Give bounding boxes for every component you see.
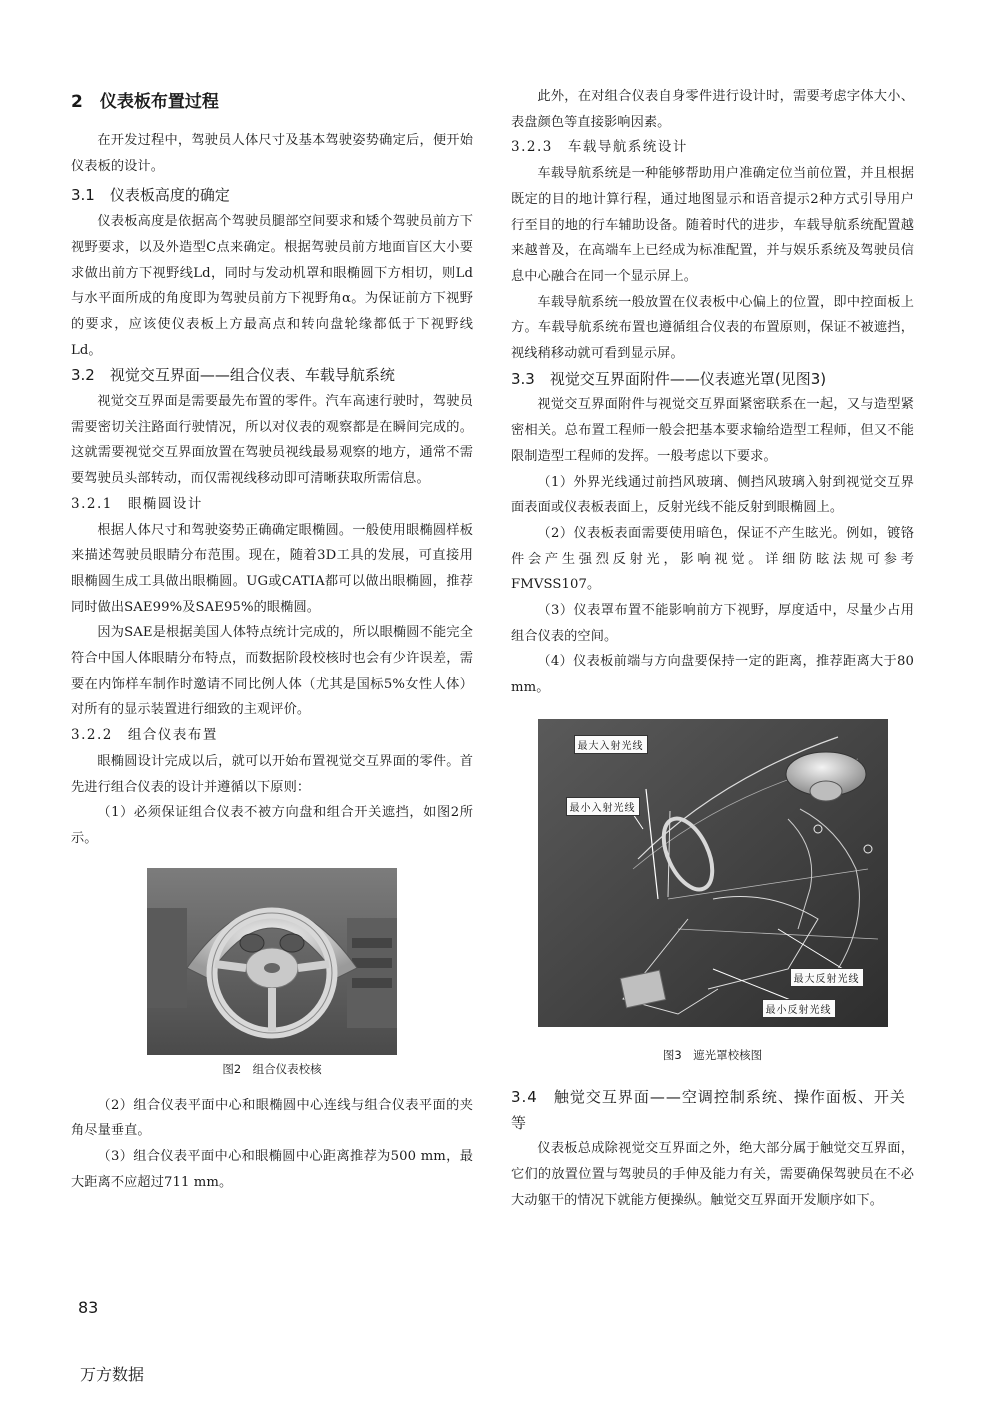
section-heading: 2 仪表板布置过程	[71, 92, 219, 112]
figure-2-image	[147, 868, 397, 1055]
figure-3-image	[538, 719, 888, 1027]
paragraph-3-2-1-a: 根据人体尺寸和驾驶姿势正确确定眼椭圆。一般使用眼椭圆样板来描述驾驶员眼睛分布范围。现在，随着3D工具的发展，可直接用眼椭圆生成工具做出眼椭圆。UG或CATIA都可以做出眼椭圆，推荐同时做出SAE99%及SAE95%的眼椭圆。	[71, 522, 473, 615]
paragraph-3-3-a: 视觉交互界面附件与视觉交互界面紧密联系在一起，又与造型紧密相关。总布置工程师一般会把基本要求输给造型工程师，但又不能限制造型工程师的发挥。一般考虑以下要求。	[511, 397, 914, 464]
heading-3-2-2: 3.2.2 组合仪表布置	[71, 727, 218, 744]
paragraph-3-2-2-d: （3）组合仪表平面中心和眼椭圆中心距离推荐为500 mm，最大距离不应超过711 mm。	[71, 1149, 473, 1190]
heading-3-2: 3.2 视觉交互界面——组合仪表、车载导航系统	[71, 366, 395, 385]
label-max-incident-ray: 最大入射光线	[574, 735, 648, 754]
figure-3-caption: 图3 遮光罩校核图	[662, 1047, 763, 1062]
paragraph-3-2-2-c: （2）组合仪表平面中心和眼椭圆中心连线与组合仪表平面的夹角尽量垂直。	[71, 1097, 473, 1139]
label-max-reflect-ray: 最大反射光线	[790, 968, 864, 987]
paragraph-3-3-c: （2）仪表板表面需要使用暗色，保证不产生眩光。例如，镀铬件会产生强烈反射光，影响视觉。详细防眩法规可参考FMVSS107。	[511, 525, 914, 593]
paragraph-3-3-e: （4）仪表板前端与方向盘要保持一定的距离，推荐距离大于80 mm。	[511, 654, 914, 696]
paragraph-3-2: 视觉交互界面是需要最先布置的零件。汽车高速行驶时，驾驶员需要密切关注路面行驶情况，所以对仪表的观察都是在瞬间完成的。这就需要视觉交互界面放置在驾驶员视线最易观察的地方，通常不需要驾驶员头部转动，而仅需视线移动即可清晰获取所需信息。	[71, 394, 473, 487]
paragraph-3-2-2-a: 眼椭圆设计完成以后，就可以开始布置视觉交互界面的零件。首先进行组合仪表的设计并遵循以下原则：	[71, 753, 473, 795]
paragraph-3-1: 仪表板高度是依据高个驾驶员腿部空间要求和矮个驾驶员前方下视野要求，以及外造型C点来确定。根据驾驶员前方地面盲区大小要求做出前方下视野线Ld，同时与发动机罩和眼椭圆下方相切，则Ld与水平面所成的角度即为驾驶员前方下视野角α。为保证前方下视野的要求，应该使仪表板上方最高点和转向盘轮缘都低于下视野线Ld。	[71, 214, 473, 358]
steering-wheel-cluster-illustration	[147, 868, 397, 1055]
label-min-incident-ray: 最小入射光线	[566, 797, 640, 816]
paragraph-3-2-3-a: 车载导航系统是一种能够帮助用户准确定位当前位置，并且根据既定的目的地计算行程，通过地图显示和语音提示2种方式引导用户行至目的地的行车辅助设备。随着时代的进步，车载导航系统配置越来越普及，在高端车上已经成为标准配置，并与娱乐系统及驾驶员信息中心融合在同一个显示屏上。	[511, 166, 914, 284]
watermark: 万方数据	[80, 1365, 145, 1384]
right-column	[511, 84, 914, 1213]
heading-3-2-1: 3.2.1 眼椭圆设计	[71, 495, 203, 512]
page-number: 83	[78, 1298, 99, 1317]
paragraph-3-2-1-b: 因为SAE是根据美国人体特点统计完成的，所以眼椭圆不能完全符合中国人体眼睛分布特点，而数据阶段校核时也会有少许误差，需要在内饰样车制作时邀请不同比例人体（尤其是国标5%女性人体）对所有的显示装置进行细致的主观评价。	[71, 625, 473, 718]
figure-2-caption: 图2 组合仪表校核	[222, 1061, 322, 1076]
paragraph-3-2-3-b: 车载导航系统一般放置在仪表板中心偏上的位置，即中控面板上方。车载导航系统布置也遵循组合仪表的布置原则，保证不被遮挡，视线稍移动就可看到显示屏。	[511, 294, 914, 362]
left-column	[71, 84, 473, 1196]
heading-3-2-3: 3.2.3 车载导航系统设计	[511, 139, 688, 156]
heading-3-3: 3.3 视觉交互界面附件——仪表遮光罩(见图3)	[511, 369, 827, 388]
paragraph-3-2-2-b: （1）必须保证组合仪表不被方向盘和组合开关遮挡，如图2所示。	[71, 805, 473, 846]
paragraph-3-3-d: （3）仪表罩布置不能影响前方下视野，厚度适中，尽量少占用组合仪表的空间。	[511, 603, 914, 644]
paragraph-3-4: 仪表板总成除视觉交互界面之外，绝大部分属于触觉交互界面，它们的放置位置与驾驶员的手伸及能力有关，需要确保驾驶员在不必大动躯干的情况下就能方便操纵。触觉交互界面开发顺序如下。	[511, 1141, 914, 1208]
intro-paragraph: 在开发过程中，驾驶员人体尺寸及基本驾驶姿势确定后，便开始仪表板的设计。	[71, 133, 473, 174]
paragraph-3-3-b: （1）外界光线通过前挡风玻璃、侧挡风玻璃入射到视觉交互界面表面或仪表板表面上，反射光线不能反射到眼椭圆上。	[511, 474, 914, 516]
paragraph-extra: 此外，在对组合仪表自身零件进行设计时，需要考虑字体大小、表盘颜色等直接影响因素。	[511, 89, 914, 130]
label-min-reflect-ray: 最小反射光线	[762, 999, 836, 1018]
heading-3-4: 3.4 触觉交互界面——空调控制系统、操作面板、开关等	[511, 1087, 906, 1132]
heading-3-1: 3.1 仪表板高度的确定	[71, 186, 230, 205]
